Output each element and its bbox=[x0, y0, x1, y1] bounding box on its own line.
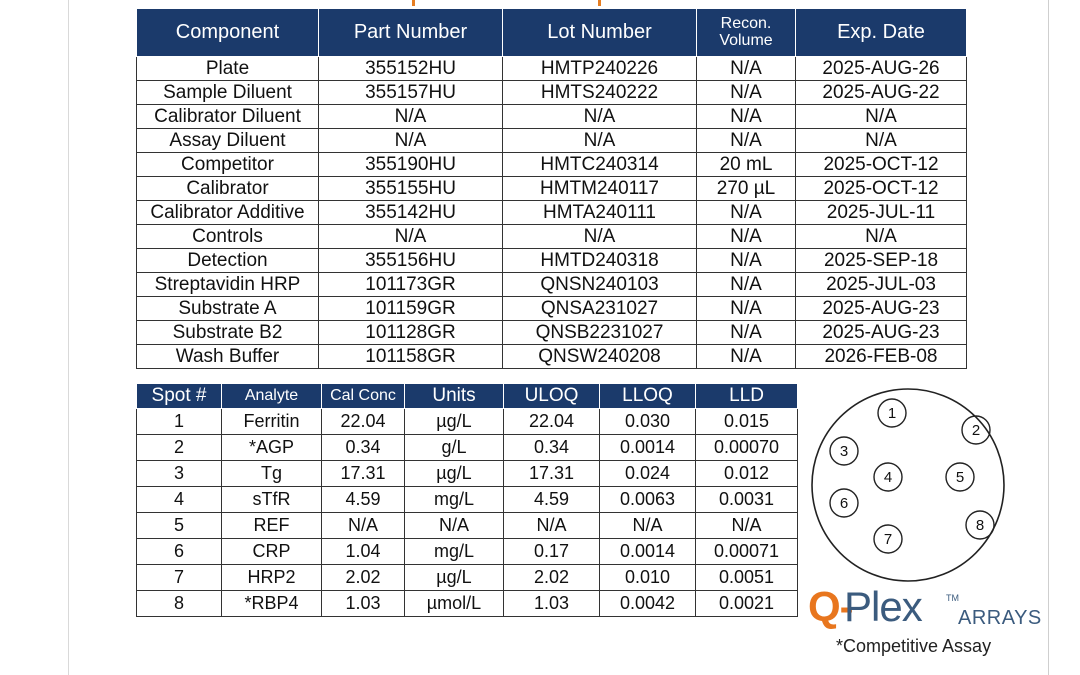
cell-spot: 4 bbox=[137, 487, 222, 513]
table-row bbox=[137, 129, 967, 153]
cell-analyte: REF bbox=[222, 513, 322, 539]
component-table bbox=[136, 8, 967, 369]
header-lld: LLD bbox=[696, 384, 798, 409]
cell-spot: 3 bbox=[137, 461, 222, 487]
top-accent-mark bbox=[598, 0, 601, 6]
cell-recon-volume: N/A bbox=[697, 345, 796, 369]
cell-recon-volume: N/A bbox=[697, 297, 796, 321]
cell-recon-volume: N/A bbox=[697, 249, 796, 273]
cell-exp-date: 2026-FEB-08 bbox=[796, 345, 967, 369]
cell-analyte: *RBP4 bbox=[222, 591, 322, 617]
table-row bbox=[137, 539, 798, 565]
cell-part-number: 101159GR bbox=[319, 297, 503, 321]
cell-component: Calibrator Additive bbox=[137, 201, 319, 225]
cell-cal-conc: 22.04 bbox=[322, 409, 405, 435]
cell-component: Competitor bbox=[137, 153, 319, 177]
cell-exp-date: 2025-SEP-18 bbox=[796, 249, 967, 273]
cell-part-number: 355152HU bbox=[319, 57, 503, 81]
cell-uloq: 0.17 bbox=[504, 539, 600, 565]
cell-lld: 0.00070 bbox=[696, 435, 798, 461]
cell-uloq: 2.02 bbox=[504, 565, 600, 591]
spot-label: 3 bbox=[839, 443, 849, 460]
cell-lot-number: HMTC240314 bbox=[503, 153, 697, 177]
header-recon-volume-line1: Recon. bbox=[720, 14, 772, 32]
table-row bbox=[137, 591, 798, 617]
cell-units: N/A bbox=[405, 513, 504, 539]
cell-recon-volume: N/A bbox=[697, 57, 796, 81]
header-uloq: ULOQ bbox=[504, 384, 600, 409]
table-row bbox=[137, 461, 798, 487]
cell-spot: 8 bbox=[137, 591, 222, 617]
spot-label: 8 bbox=[975, 517, 985, 534]
cell-component: Streptavidin HRP bbox=[137, 273, 319, 297]
cell-analyte: sTfR bbox=[222, 487, 322, 513]
cell-units: µmol/L bbox=[405, 591, 504, 617]
cell-cal-conc: 4.59 bbox=[322, 487, 405, 513]
cell-lloq: 0.0014 bbox=[600, 435, 696, 461]
header-units: Units bbox=[405, 384, 504, 409]
cell-units: µg/L bbox=[405, 565, 504, 591]
table-row bbox=[137, 201, 967, 225]
cell-units: g/L bbox=[405, 435, 504, 461]
table-row bbox=[137, 153, 967, 177]
cell-uloq: N/A bbox=[504, 513, 600, 539]
cell-component: Substrate B2 bbox=[137, 321, 319, 345]
cell-cal-conc: N/A bbox=[322, 513, 405, 539]
cell-part-number: N/A bbox=[319, 105, 503, 129]
competitive-assay-footnote: *Competitive Assay bbox=[836, 636, 992, 656]
scan-edge-right bbox=[1048, 0, 1049, 675]
cell-lld: 0.00071 bbox=[696, 539, 798, 565]
cell-lloq: 0.0042 bbox=[600, 591, 696, 617]
cell-component: Calibrator bbox=[137, 177, 319, 201]
cell-uloq: 4.59 bbox=[504, 487, 600, 513]
cell-cal-conc: 0.34 bbox=[322, 435, 405, 461]
logo-q: Q- bbox=[808, 583, 853, 630]
cell-exp-date: 2025-JUL-03 bbox=[796, 273, 967, 297]
header-component: Component bbox=[137, 9, 319, 57]
cell-component: Plate bbox=[137, 57, 319, 81]
logo-trademark: TM bbox=[946, 593, 959, 603]
header-lot-number: Lot Number bbox=[503, 9, 697, 57]
cell-lot-number: HMTD240318 bbox=[503, 249, 697, 273]
cell-part-number: 355156HU bbox=[319, 249, 503, 273]
cell-lot-number: QNSA231027 bbox=[503, 297, 697, 321]
cell-spot: 5 bbox=[137, 513, 222, 539]
cell-part-number: N/A bbox=[319, 129, 503, 153]
cell-part-number: 101158GR bbox=[319, 345, 503, 369]
header-exp-date: Exp. Date bbox=[796, 9, 967, 57]
cell-recon-volume: N/A bbox=[697, 81, 796, 105]
analyte-table-header-row bbox=[137, 384, 798, 409]
cell-uloq: 0.34 bbox=[504, 435, 600, 461]
cell-lloq: 0.010 bbox=[600, 565, 696, 591]
spot-label: 1 bbox=[887, 405, 897, 422]
cell-lot-number: N/A bbox=[503, 129, 697, 153]
scan-edge-left bbox=[68, 0, 69, 675]
cell-lot-number: QNSB2231027 bbox=[503, 321, 697, 345]
cell-recon-volume: N/A bbox=[697, 105, 796, 129]
spot-group bbox=[830, 399, 994, 553]
cell-part-number: 101128GR bbox=[319, 321, 503, 345]
cell-component: Substrate A bbox=[137, 297, 319, 321]
cell-component: Controls bbox=[137, 225, 319, 249]
cell-recon-volume: 20 mL bbox=[697, 153, 796, 177]
cell-spot: 2 bbox=[137, 435, 222, 461]
cell-part-number: 355190HU bbox=[319, 153, 503, 177]
cell-lloq: 0.024 bbox=[600, 461, 696, 487]
cell-component: Wash Buffer bbox=[137, 345, 319, 369]
table-row bbox=[137, 513, 798, 539]
cell-analyte: HRP2 bbox=[222, 565, 322, 591]
cell-analyte: Tg bbox=[222, 461, 322, 487]
analyte-table-body bbox=[137, 409, 798, 617]
cell-lld: 0.0021 bbox=[696, 591, 798, 617]
logo-plex: Plex bbox=[844, 583, 922, 630]
table-row bbox=[137, 409, 798, 435]
cell-lot-number: QNSN240103 bbox=[503, 273, 697, 297]
cell-lld: 0.012 bbox=[696, 461, 798, 487]
cell-part-number: 355157HU bbox=[319, 81, 503, 105]
cell-units: µg/L bbox=[405, 461, 504, 487]
cell-exp-date: 2025-AUG-22 bbox=[796, 81, 967, 105]
top-accent-mark bbox=[412, 0, 415, 6]
cell-analyte: CRP bbox=[222, 539, 322, 565]
cell-cal-conc: 2.02 bbox=[322, 565, 405, 591]
table-row bbox=[137, 225, 967, 249]
spot-label: 2 bbox=[971, 422, 981, 439]
component-table-body bbox=[137, 57, 967, 369]
cell-recon-volume: N/A bbox=[697, 129, 796, 153]
cell-analyte: Ferritin bbox=[222, 409, 322, 435]
table-row bbox=[137, 57, 967, 81]
cell-units: µg/L bbox=[405, 409, 504, 435]
cell-recon-volume: N/A bbox=[697, 225, 796, 249]
cell-lot-number: N/A bbox=[503, 105, 697, 129]
cell-units: mg/L bbox=[405, 487, 504, 513]
cell-part-number: N/A bbox=[319, 225, 503, 249]
analyte-table bbox=[136, 383, 798, 617]
cell-exp-date: N/A bbox=[796, 225, 967, 249]
cell-component: Sample Diluent bbox=[137, 81, 319, 105]
cell-cal-conc: 1.03 bbox=[322, 591, 405, 617]
cell-lot-number: HMTA240111 bbox=[503, 201, 697, 225]
cell-lld: 0.0051 bbox=[696, 565, 798, 591]
cell-exp-date: 2025-JUL-11 bbox=[796, 201, 967, 225]
cell-exp-date: 2025-OCT-12 bbox=[796, 177, 967, 201]
cell-lot-number: HMTP240226 bbox=[503, 57, 697, 81]
cell-recon-volume: 270 µL bbox=[697, 177, 796, 201]
cell-spot: 7 bbox=[137, 565, 222, 591]
cell-exp-date: N/A bbox=[796, 129, 967, 153]
table-row bbox=[137, 249, 967, 273]
q-plex-arrays-logo bbox=[808, 585, 1043, 629]
cell-lld: N/A bbox=[696, 513, 798, 539]
cell-recon-volume: N/A bbox=[697, 321, 796, 345]
cell-exp-date: 2025-AUG-26 bbox=[796, 57, 967, 81]
spot-label: 7 bbox=[883, 531, 893, 548]
cell-exp-date: 2025-AUG-23 bbox=[796, 297, 967, 321]
table-row bbox=[137, 321, 967, 345]
cell-component: Assay Diluent bbox=[137, 129, 319, 153]
header-recon-volume bbox=[697, 9, 796, 57]
cell-lloq: 0.0014 bbox=[600, 539, 696, 565]
cell-spot: 1 bbox=[137, 409, 222, 435]
cell-spot: 6 bbox=[137, 539, 222, 565]
cell-analyte: *AGP bbox=[222, 435, 322, 461]
header-part-number: Part Number bbox=[319, 9, 503, 57]
header-analyte: Analyte bbox=[222, 384, 322, 409]
cell-lld: 0.0031 bbox=[696, 487, 798, 513]
cell-uloq: 1.03 bbox=[504, 591, 600, 617]
spot-label: 5 bbox=[955, 469, 965, 486]
cell-lot-number: QNSW240208 bbox=[503, 345, 697, 369]
cell-lot-number: HMTS240222 bbox=[503, 81, 697, 105]
cell-recon-volume: N/A bbox=[697, 273, 796, 297]
cell-cal-conc: 1.04 bbox=[322, 539, 405, 565]
table-row bbox=[137, 487, 798, 513]
cell-lot-number: HMTM240117 bbox=[503, 177, 697, 201]
cell-uloq: 17.31 bbox=[504, 461, 600, 487]
cell-exp-date: 2025-OCT-12 bbox=[796, 153, 967, 177]
cell-lloq: 0.0063 bbox=[600, 487, 696, 513]
cell-lloq: N/A bbox=[600, 513, 696, 539]
cell-exp-date: N/A bbox=[796, 105, 967, 129]
table-row bbox=[137, 565, 798, 591]
table-row bbox=[137, 81, 967, 105]
table-row bbox=[137, 177, 967, 201]
table-row bbox=[137, 105, 967, 129]
cell-lloq: 0.030 bbox=[600, 409, 696, 435]
cell-part-number: 355142HU bbox=[319, 201, 503, 225]
cell-lld: 0.015 bbox=[696, 409, 798, 435]
table-row bbox=[137, 273, 967, 297]
cell-units: mg/L bbox=[405, 539, 504, 565]
header-lloq: LLOQ bbox=[600, 384, 696, 409]
cell-component: Calibrator Diluent bbox=[137, 105, 319, 129]
spot-label: 4 bbox=[883, 469, 893, 486]
header-cal-conc: Cal Conc bbox=[322, 384, 405, 409]
table-row bbox=[137, 345, 967, 369]
header-spot: Spot # bbox=[137, 384, 222, 409]
table-row bbox=[137, 435, 798, 461]
component-table-header-row bbox=[137, 9, 967, 57]
logo-arrays: ARRAYS bbox=[958, 607, 1042, 629]
spot-layout-diagram bbox=[808, 385, 1008, 585]
table-row bbox=[137, 297, 967, 321]
cell-recon-volume: N/A bbox=[697, 201, 796, 225]
spot-label: 6 bbox=[839, 495, 849, 512]
header-recon-volume-line2: Volume bbox=[719, 31, 773, 49]
cell-uloq: 22.04 bbox=[504, 409, 600, 435]
cell-part-number: 101173GR bbox=[319, 273, 503, 297]
well-outline bbox=[812, 389, 1004, 581]
cell-component: Detection bbox=[137, 249, 319, 273]
cell-exp-date: 2025-AUG-23 bbox=[796, 321, 967, 345]
cell-part-number: 355155HU bbox=[319, 177, 503, 201]
cell-lot-number: N/A bbox=[503, 225, 697, 249]
cell-cal-conc: 17.31 bbox=[322, 461, 405, 487]
